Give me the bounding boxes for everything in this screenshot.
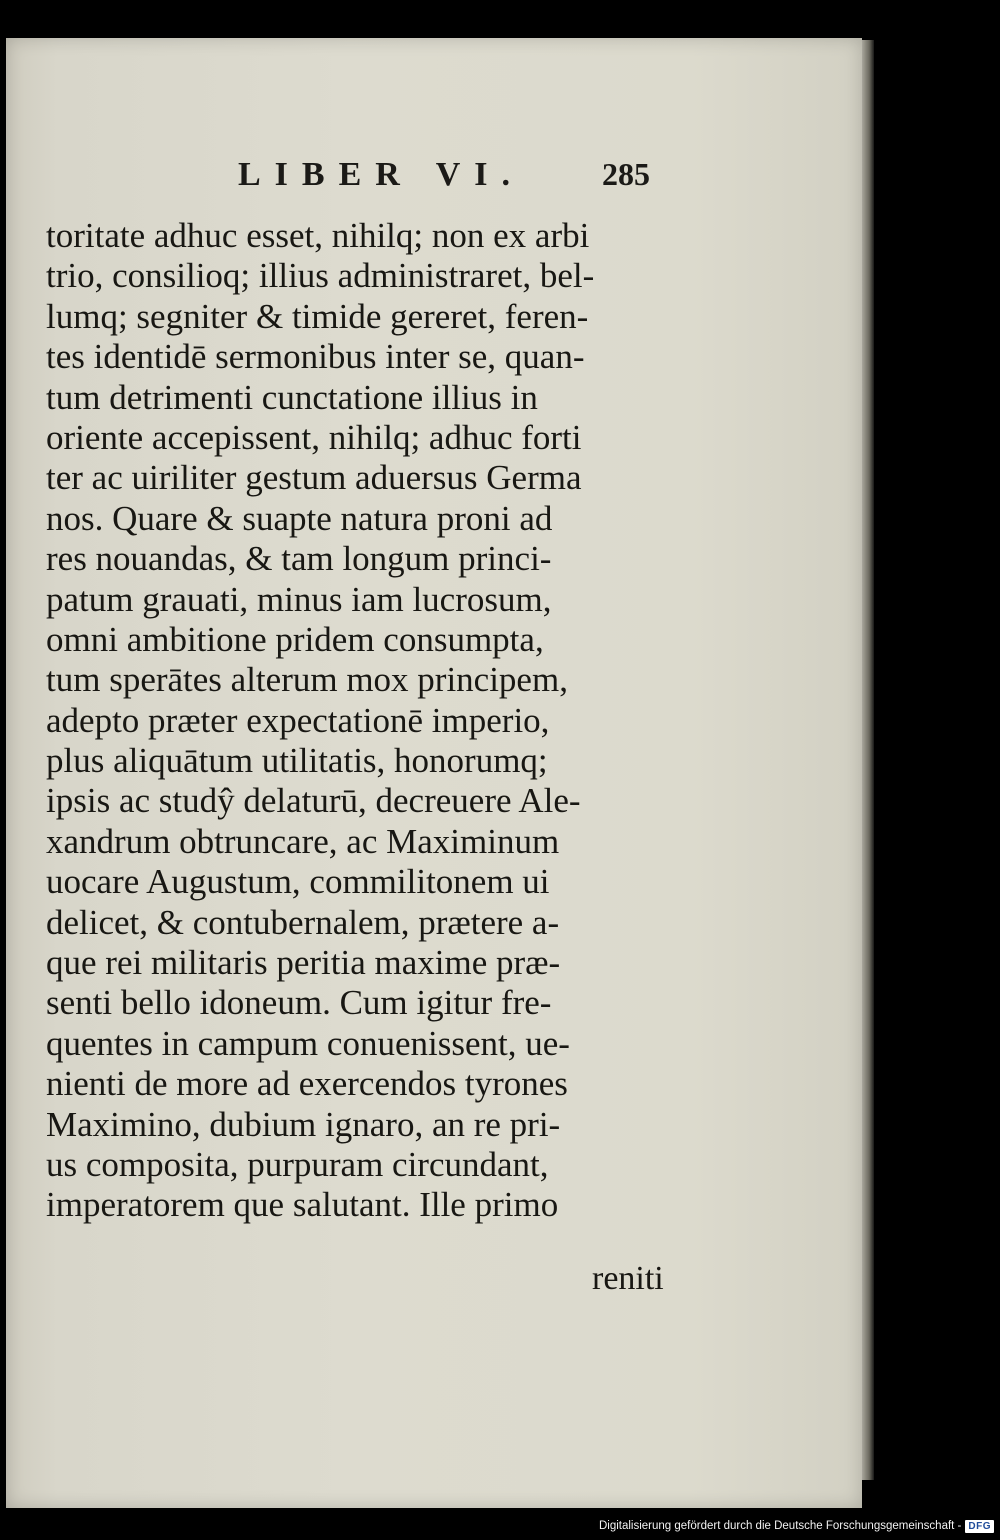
page-edge-shadow: [862, 40, 874, 1480]
funding-credit: Digitalisierung gefördert durch die Deutsche Forschungsgemeinschaft -: [598, 1520, 962, 1532]
text-line: nienti de more ad exercendos tyrones: [46, 1064, 568, 1104]
text-line: us composita, purpuram circundant,: [46, 1144, 549, 1184]
text-line: quentes in campum conuenissent, ue-: [46, 1023, 570, 1063]
text-line: tum detrimenti cunctatione illius in: [46, 377, 538, 417]
text-line: senti bello idoneum. Cum igitur fre-: [46, 983, 552, 1023]
text-line: xandrum obtruncare, ac Maximinum: [46, 821, 560, 861]
text-line: res nouandas, & tam longum princi-: [46, 539, 552, 579]
digitization-footer: [599, 1516, 994, 1536]
text-line: adepto præter expectationē imperio,: [46, 700, 550, 740]
text-line: tum sperātes alterum mox principem,: [46, 660, 568, 700]
text-line: imperatorem que salutant. Ille primo: [46, 1185, 559, 1225]
body-text: [46, 216, 686, 1226]
text-line: toritate adhuc esset, nihilq; non ex arbi: [46, 216, 590, 255]
text-line: lumq; segniter & timide gereret, feren-: [46, 296, 589, 336]
text-line: plus aliquātum utilitatis, honorumq;: [46, 741, 548, 781]
text-line: delicet, & contubernalem, prætere a-: [46, 902, 560, 942]
text-line: nos. Quare & suapte natura proni ad: [46, 498, 553, 538]
text-line: tes identidē sermonibus inter se, quan-: [46, 337, 585, 377]
dfg-logo-icon: DFG: [965, 1520, 994, 1533]
text-line: que rei militaris peritia maxime præ-: [46, 943, 561, 983]
page-number: 285: [602, 156, 650, 192]
text-line: patum grauati, minus iam lucrosum,: [46, 579, 552, 619]
text-line: trio, consilioq; illius administraret, bel-: [46, 256, 595, 296]
book-page: [6, 38, 862, 1508]
text-line: ter ac uiriliter gestum aduersus Germa: [46, 458, 582, 498]
text-line: omni ambitione pridem consumpta,: [46, 619, 544, 659]
text-line: Maximino, dubium ignaro, an re pri-: [46, 1104, 561, 1144]
running-head: LIBER VI.: [238, 156, 524, 193]
text-line: oriente accepissent, nihilq; adhuc forti: [46, 417, 582, 457]
catchword: reniti: [592, 1260, 664, 1297]
text-line: uocare Augustum, commilitonem ui: [46, 862, 550, 902]
page-header: [6, 156, 866, 206]
text-line: ipsis ac studŷ delaturū, decreuere Ale-: [46, 781, 581, 821]
